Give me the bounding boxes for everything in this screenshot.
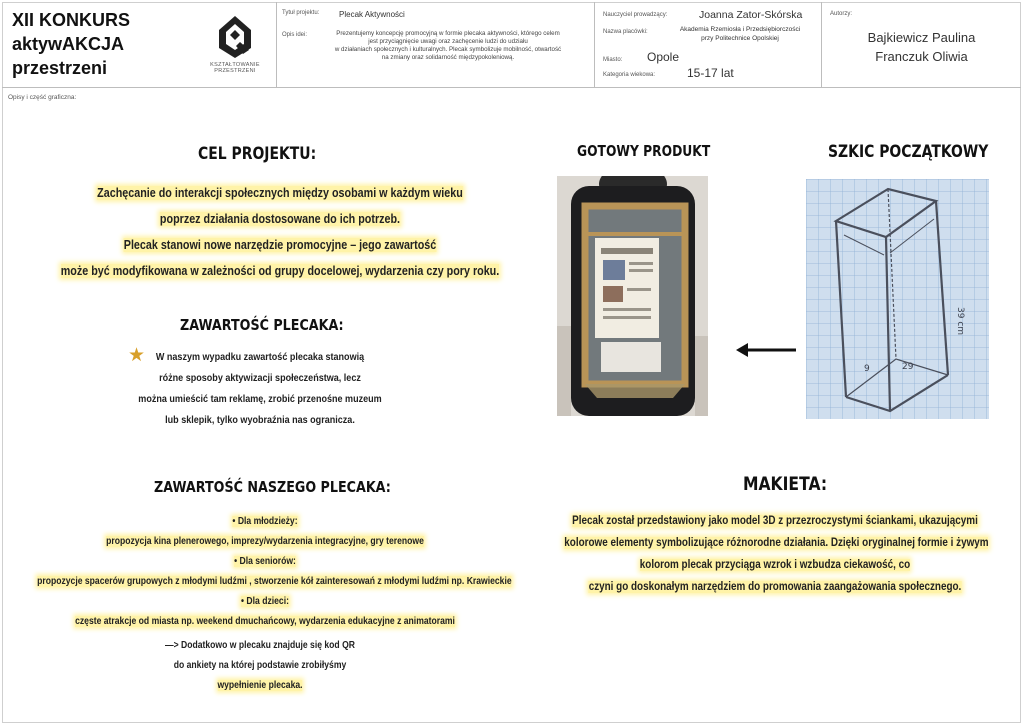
idea-line-1: Prezentujemy koncepcję promocyjną w formie plecaka aktywności, którego celem (336, 30, 560, 37)
idea-line-3: w działaniach społecznych i kulturalnych. Plecak symbolizuje mobilność, otwartość (334, 46, 562, 53)
logo-mark-icon (201, 12, 269, 60)
model-text (530, 510, 1020, 598)
contents-title: ZAWARTOŚĆ PLECAKA: (180, 316, 344, 334)
goal-line-2 (56, 206, 503, 232)
goal-text (20, 180, 540, 284)
idea-line-4: na zmiany oraz solidarność międzypokoleniową. (381, 54, 515, 61)
city-label: Miasto: (603, 57, 623, 63)
goal-line-1-text: Zachęcanie do interakcji społecznych między osobami w każdym wieku (97, 186, 463, 200)
product-photo (557, 176, 708, 416)
group-children-label: • Dla dzieci: (241, 596, 289, 607)
model-title: MAKIETA: (743, 473, 828, 495)
contest-logo (201, 12, 269, 78)
contents-line-4: lub sklepik, tylko wyobraźnia nas ogranicza. (165, 414, 355, 426)
contents-line-1: W naszym wypadku zawartość plecaka stanowią (155, 351, 365, 363)
city-value: Opole (647, 50, 680, 64)
backpack-photo-illustration (557, 176, 708, 416)
left-arrow-icon (736, 342, 798, 358)
contest-line-2: aktywAKCJA (12, 34, 125, 54)
idea-label: Opis idei: (282, 32, 308, 38)
star-icon: ★ (128, 345, 146, 366)
idea-line-2: jest przyciągnięcie uwagi oraz zachęcenie ludzi do udziału (368, 38, 528, 45)
model-line-4 (564, 576, 985, 598)
contest-title (12, 8, 130, 80)
sketch-title: SZKIC POCZĄTKOWY (828, 142, 989, 162)
model-line-1 (564, 510, 985, 532)
contents-line-2: różne sposoby aktywizacji społeczeństwa, lecz (159, 372, 361, 384)
model-line-4-text: czyni go doskonałym narzędziem do promowania zaangażowania społecznego. (588, 581, 962, 593)
school-label: Nazwa placówki: (603, 29, 648, 35)
model-line-2 (564, 532, 989, 554)
goal-line-3-text: Plecak stanowi nowe narzędzie promocyjne – jego zawartość (123, 238, 437, 252)
group-youth-label: • Dla młodzieży: (232, 516, 298, 527)
our-contents-list (0, 512, 530, 632)
logo-caption-line-2: PRZESTRZENI (214, 68, 256, 74)
model-line-2-text: kolorowe elementy symbolizujące różnorodne działania. Dzięki oryginalnej formie i żywym (564, 537, 989, 549)
sketch-height-label: 39 cm (955, 307, 965, 336)
group-seniors-label: • Dla seniorów: (234, 556, 296, 567)
group-children (37, 592, 493, 612)
group-seniors (37, 552, 493, 572)
school-name (665, 25, 815, 43)
school-line-2: przy Politechnice Opolskiej (701, 35, 779, 42)
contents-line-3: można umieścić tam reklamę, zrobić przenośne muzeum (138, 393, 382, 405)
sketch-drawing (806, 179, 989, 419)
contents-text (110, 347, 410, 431)
author-2: Franczuk Oliwia (875, 49, 968, 64)
our-contents-title: ZAWARTOŚĆ NASZEGO PLECAKA: (154, 478, 391, 496)
youth-activities (37, 532, 493, 552)
descriptions-label: Opisy i część graficzna: (8, 94, 77, 101)
goal-title: CEL PROJEKTU: (198, 144, 317, 164)
qr-line-3 (131, 676, 389, 696)
age-value: 15-17 lat (687, 66, 734, 80)
qr-line-1: —> Dodatkowo w plecaku znajduje się kod QR (165, 640, 355, 651)
sketch-image (806, 179, 989, 419)
contest-cell (2, 2, 277, 87)
authors-cell (822, 2, 1021, 87)
qr-line-2: do ankiety na której podstawie zrobiłyśmy (173, 660, 347, 671)
goal-line-1 (56, 180, 503, 206)
goal-line-3 (56, 232, 503, 258)
goal-line-4 (56, 258, 503, 284)
project-title-label: Tytuł projektu: (282, 10, 320, 16)
idea-text (307, 30, 589, 62)
qr-line-3-text: wypełnienie plecaka. (217, 680, 303, 691)
youth-activities-text: propozycja kina plenerowego, imprezy/wydarzenia integracyjne, gry terenowe (106, 536, 424, 547)
model-line-1-text: Plecak został przedstawiony jako model 3D z przezroczystymi ściankami, ukazującymi (572, 515, 978, 527)
senior-activities-text: propozycje spacerów grupowych z młodymi ludźmi , stworzenie kół zainteresowań z młodymi ludźmi np. Krawieckie (37, 576, 512, 587)
school-line-1: Akademia Rzemiosła i Przedsiębiorczości (679, 26, 801, 33)
group-youth (37, 512, 493, 532)
children-activities (37, 612, 493, 632)
qr-note (110, 636, 410, 696)
model-line-3 (564, 554, 985, 576)
logo-caption-line-1: KSZTAŁTOWANIE (210, 62, 260, 68)
project-cell (277, 2, 595, 87)
teacher-cell (595, 2, 822, 87)
authors-label: Autorzy: (830, 11, 853, 17)
contest-line-1: XII KONKURS (12, 10, 131, 30)
project-title: Plecak Aktywności (339, 10, 405, 19)
author-1: Bajkiewicz Paulina (867, 30, 976, 45)
sketch-width-label: 29 (902, 362, 914, 372)
contest-line-3: przestrzeni (12, 58, 108, 78)
age-label: Kategoria wiekowa: (603, 72, 656, 78)
model-line-3-text: kolorom plecak przyciąga wzrok i wzbudza ciekawość, co (639, 559, 911, 571)
teacher-name: Joanna Zator-Skórska (699, 9, 803, 21)
goal-line-2-text: poprzez działania dostosowane do ich potrzeb. (159, 212, 401, 226)
senior-activities (37, 572, 512, 592)
authors-list (822, 28, 1021, 66)
children-activities-text: częste atrakcje od miasta np. weekend dmuchańcowy, wydarzenia edukacyjne z animatorami (75, 616, 455, 627)
product-title: GOTOWY PRODUKT (577, 142, 711, 160)
sketch-depth-label: 9 (864, 364, 870, 374)
teacher-label: Nauczyciel prowadzący: (603, 12, 668, 18)
goal-line-4-text: może być modyfikowana w zależności od grupy docelowej, wydarzenia czy pory roku. (60, 264, 500, 278)
header-table (2, 2, 1021, 88)
logo-caption (201, 62, 269, 74)
